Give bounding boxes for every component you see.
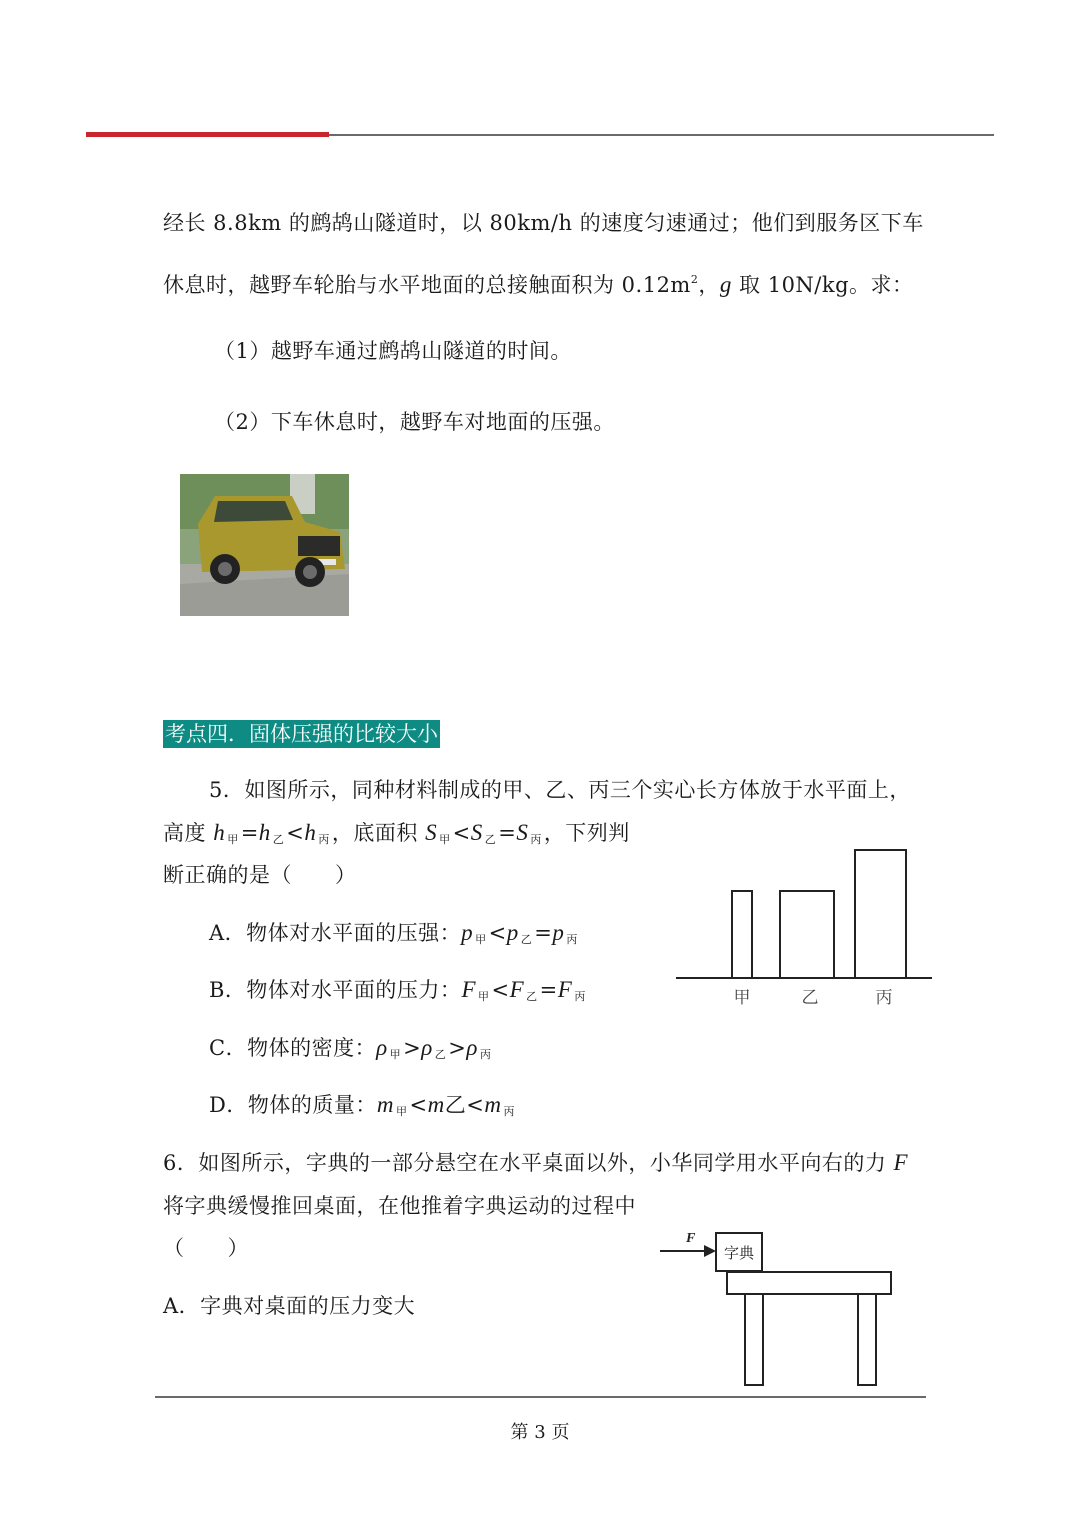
table-top [727,1272,891,1294]
label-yi: 乙 [801,988,819,1008]
force-symbol: F [509,977,525,1002]
q5-text: ，底面积 [331,821,426,845]
q6-text: 6．如图所示，字典的一部分悬空在水平桌面以外，小华同学用水平向右的力 [163,1151,894,1175]
relation: > [448,1036,467,1060]
q6-option-a: A．字典对桌面的压力变大 [163,1294,416,1318]
mass-symbol: m [427,1092,445,1117]
area-symbol: S [516,820,529,845]
option-text: C．物体的密度： [209,1036,377,1060]
area-symbol: S [470,820,483,845]
relation: < [466,1093,485,1117]
dictionary-label: 字典 [723,1244,755,1262]
area-unit-exponent: 2 [690,273,699,286]
q5-option-a [209,918,580,955]
subscript: 丙 [574,990,586,1003]
q5-option-b [209,975,588,1012]
gravity-symbol: g [719,272,732,297]
block-yi [780,891,834,978]
suv-photo [180,474,349,616]
q6-line-3: （ ） [163,1236,249,1260]
q5-line-2 [163,818,630,855]
relation: < [286,821,305,845]
mass-symbol: m [376,1092,394,1117]
subscript: 乙 [520,933,533,946]
comma: ， [698,273,720,297]
table-leg-right [858,1294,876,1385]
arrow-head-icon [704,1245,716,1257]
density-symbol: ρ [421,1035,433,1060]
option-text: B．物体对水平面的压力： [209,978,462,1002]
option-text: D．物体的质量： [209,1093,377,1117]
section-heading: 考点四．固体压强的比较大小 [165,722,438,746]
relation: < [488,921,507,945]
subscript: 甲 [227,833,239,846]
force-label: F [686,1231,696,1246]
header-accent-rule [86,132,329,137]
force-symbol: F [557,977,573,1002]
relation: = [534,921,553,945]
q5-text: ，下列判 [543,821,630,845]
q5-blocks-figure [670,840,940,1020]
intro-line-2 [163,265,914,300]
subscript: 甲 [478,990,490,1003]
q6-line-1 [163,1148,908,1178]
pressure-symbol: p [461,920,474,945]
subscript: 丙 [479,1048,492,1061]
relation: = [240,821,259,845]
subscript: 甲 [475,933,487,946]
label-jia: 甲 [733,988,751,1008]
height-symbol: h [213,820,226,845]
relation: = [539,978,558,1002]
relation: < [409,1093,428,1117]
subscript: 甲 [389,1048,402,1061]
label-bing: 丙 [875,988,893,1008]
relation: = [498,821,517,845]
density-symbol: ρ [466,1035,478,1060]
subscript: 乙 [526,990,538,1003]
force-symbol: F [461,977,476,1002]
q5-line-3: 断正确的是（ ） [163,863,357,887]
subscript: 丙 [530,833,542,846]
q5-line-1: 5．如图所示，同种材料制成的甲、乙、丙三个实心长方体放于水平面上， [209,778,911,802]
block-jia [732,891,752,978]
question-1: （1）越野车通过鹧鸪山隧道的时间。 [214,339,572,363]
relation: > [403,1036,422,1060]
subscript: 丙 [318,833,330,846]
intro-line-2-end: 取 10N/kg。求： [731,273,914,297]
height-symbol: h [304,820,317,845]
force-symbol: F [893,1150,909,1175]
subscript: 乙 [272,833,285,846]
subscript: 丙 [566,933,578,946]
table-leg-left [745,1294,763,1385]
question-2: （2）下车休息时，越野车对地面的压强。 [214,410,615,434]
intro-line-1: 经长 8.8km 的鹧鸪山隧道时，以 80km/h 的速度匀速通过；他们到服务区下车 [163,211,924,235]
area-symbol: S [425,820,438,845]
mass-symbol: m [484,1092,502,1117]
pressure-symbol: p [552,920,565,945]
intro-line-2-text: 休息时，越野车轮胎与水平地面的总接触面积为 0.12m [163,273,691,297]
option-text: A．物体对水平面的压强： [209,921,462,945]
footer-rule [155,1396,926,1398]
header-rule [329,134,994,136]
density-symbol: ρ [376,1035,388,1060]
subscript: 甲 [439,833,451,846]
q5-text: 高度 [163,821,214,845]
q6-line-2: 将字典缓慢推回桌面，在他推着字典运动的过程中 [163,1194,636,1218]
height-symbol: h [258,820,271,845]
subscript: 丙 [503,1105,515,1118]
q5-option-d [209,1090,517,1127]
q5-option-c [209,1033,493,1070]
subscript: 甲 [395,1105,408,1118]
pressure-symbol: p [506,920,519,945]
subscript: 乙 [434,1048,447,1061]
subscript-inline: 乙 [444,1093,467,1117]
block-bing [855,850,906,978]
subscript: 乙 [484,833,497,846]
relation: < [491,978,510,1002]
page-number: 第 3 页 [510,1422,570,1443]
relation: < [452,821,471,845]
q6-table-figure [650,1225,900,1390]
